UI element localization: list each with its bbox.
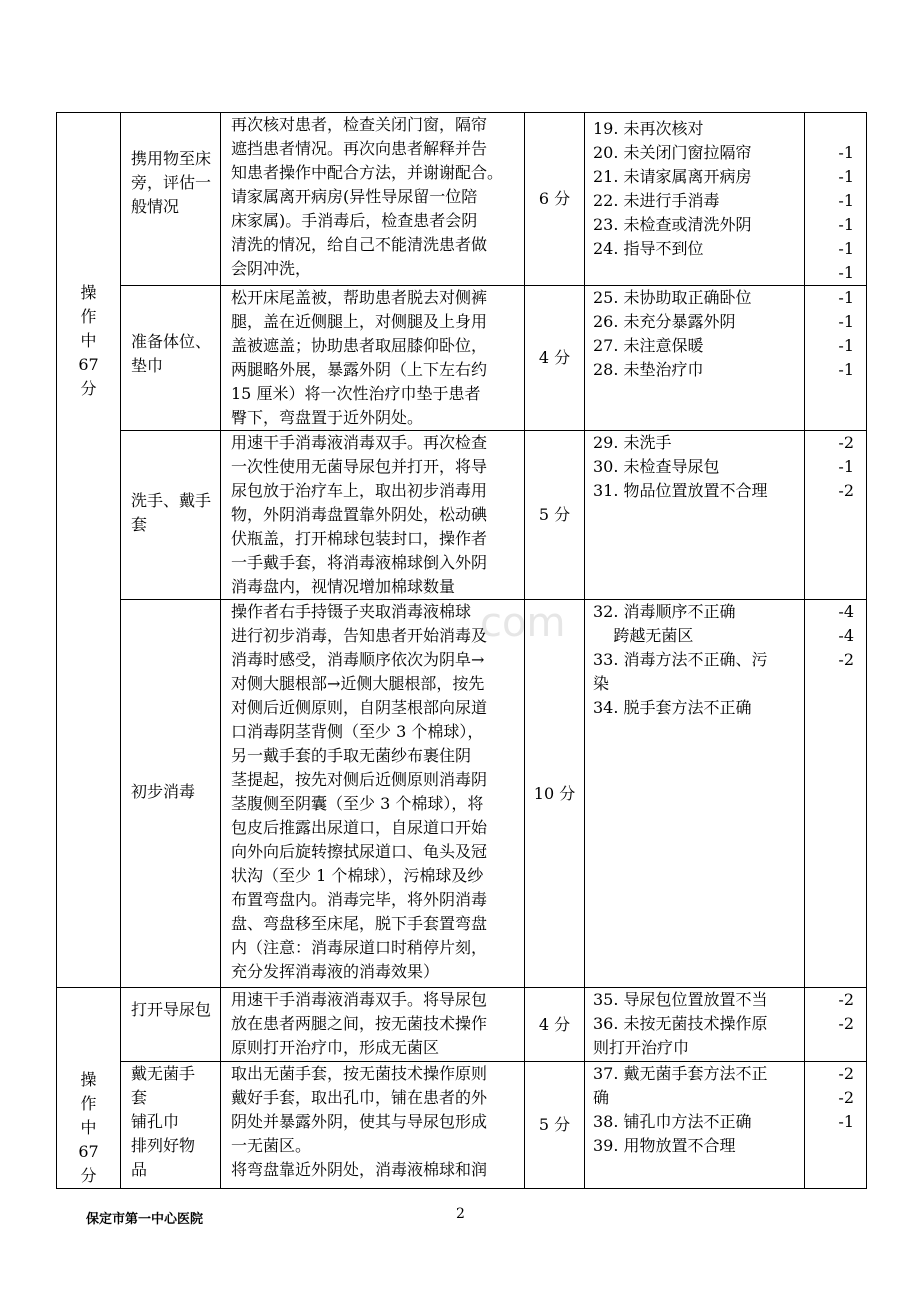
section-char: 操 xyxy=(80,283,97,302)
step-name: 携用物至床旁，评估一般情况 xyxy=(121,113,221,286)
step-name: 准备体位、垫巾 xyxy=(121,286,221,431)
table-row xyxy=(57,1062,867,1189)
score: 4 分 xyxy=(525,988,585,1062)
step-description: 用速干手消毒液消毒双手。再次检查 一次性使用无菌导尿包并打开，将导 尿包放于治疗车上，取出初步消毒用 物，外阴消毒盘置靠外阴处，松动碘 伏瓶盖，打开棉球包装封口，操作者 一手戴手套，将消毒液棉球倒入外阴 消毒盘内，视情况增加棉球数量 xyxy=(221,431,525,600)
score: 5 分 xyxy=(525,431,585,600)
deduction-points: -2 -2 xyxy=(805,988,867,1062)
step-description: 松开床尾盖被，帮助患者脱去对侧裤 腿，盖在近侧腿上，对侧腿及上身用 盖被遮盖；协助患者取屈膝仰卧位， 两腿略外展，暴露外阴（上下左右约 15 厘米）将一次性治疗巾垫于患者 臀下，弯盘置于近外阴处。 xyxy=(221,286,525,431)
deductions: 37. 戴无菌手套方法不正 确 38. 铺孔巾方法不正确 39. 用物放置不合理 xyxy=(585,1062,805,1189)
deduction-points: -1 -1 -1 -1 xyxy=(805,286,867,431)
footer-hospital-name: 保定市第一中心医院 xyxy=(86,1212,204,1227)
section-char: 中 xyxy=(80,331,97,350)
deduction-points: -4 -4 -2 xyxy=(805,600,867,988)
step-description: 再次核对患者，检查关闭门窗，隔帘 遮挡患者情况。再次向患者解释并告 知患者操作中配合方法，并谢谢配合。 请家属离开病房(异性导尿留一位陪 床家属)。手消毒后，检查患者会阴 清洗的情况，给自己不能清洗患者做 会阴冲洗， xyxy=(221,113,525,286)
section-char: 中 xyxy=(80,1118,97,1137)
deductions: 19. 未再次核对 20. 未关闭门窗拉隔帘 21. 未请家属离开病房 22. 未进行手消毒 23. 未检查或清洗外阴 24. 指导不到位 xyxy=(585,113,805,286)
step-description: 操作者右手持镊子夹取消毒液棉球 进行初步消毒，告知患者开始消毒及 消毒时感受，消毒顺序依次为阴阜→ 对侧大腿根部→近侧大腿根部，按先 对侧后近侧原则，自阴茎根部向尿道 口消毒阴茎背侧（至少 3 个棉球）， 另一戴手套的手取无菌纱布裹住阴 茎提起，按先对侧后近侧原则消毒阴 茎腹侧至阴囊（至少 3 个棉球），将 包皮后推露出尿道口，自尿道口开始 向外向后旋转擦拭尿道口、龟头及冠 状沟（至少 1 个棉球），污棉球及纱 布置弯盘内。消毒完毕，将外阴消毒 盘、弯盘移至床尾，脱下手套置弯盘 内（注意：消毒尿道口时稍停片刻， 充分发挥消毒液的消毒效果） xyxy=(221,600,525,988)
section-char: 分 xyxy=(80,1166,97,1185)
step-description: 用速干手消毒液消毒双手。将导尿包 放在患者两腿之间，按无菌技术操作 原则打开治疗巾，形成无菌区 xyxy=(221,988,525,1062)
deductions: 35. 导尿包位置放置不当 36. 未按无菌技术操作原 则打开治疗巾 xyxy=(585,988,805,1062)
deduction-points: -2 -1 -2 xyxy=(805,431,867,600)
score: 6 分 xyxy=(525,113,585,286)
step-name: 戴无菌手 套 铺孔巾 排列好物 品 xyxy=(121,1062,221,1189)
deductions: 32. 消毒顺序不正确 跨越无菌区 33. 消毒方法不正确、污 染 34. 脱手套方法不正确 xyxy=(585,600,805,988)
deductions: 25. 未协助取正确卧位 26. 未充分暴露外阴 27. 未注意保暖 28. 未垫治疗巾 xyxy=(585,286,805,431)
section-char: 分 xyxy=(80,379,97,398)
section-char: 67 xyxy=(78,355,99,374)
score: 10 分 xyxy=(525,600,585,988)
scoring-table xyxy=(56,112,867,1189)
section-char: 67 xyxy=(78,1142,99,1161)
step-name: 初步消毒 xyxy=(121,600,221,988)
step-name: 洗手、戴手套 xyxy=(121,431,221,600)
score: 4 分 xyxy=(525,286,585,431)
score: 5 分 xyxy=(525,1062,585,1189)
deductions: 29. 未洗手 30. 未检查导尿包 31. 物品位置放置不合理 xyxy=(585,431,805,600)
table-row xyxy=(57,431,867,600)
step-description: 取出无菌手套，按无菌技术操作原则 戴好手套，取出孔巾，铺在患者的外 阴处并暴露外阴，使其与导尿包形成 一无菌区。 将弯盘靠近外阴处，消毒液棉球和润 xyxy=(221,1062,525,1189)
section-char: 作 xyxy=(80,1094,97,1113)
step-name: 打开导尿包 xyxy=(121,988,221,1062)
page-number: 2 xyxy=(456,1206,465,1222)
section-label-upper xyxy=(57,113,121,988)
section-label-lower xyxy=(57,988,121,1189)
table-row xyxy=(57,286,867,431)
table-row xyxy=(57,113,867,286)
deduction-points: -2 -2 -1 xyxy=(805,1062,867,1189)
section-char: 操 xyxy=(80,1070,97,1089)
section-char: 作 xyxy=(80,307,97,326)
watermark: com xyxy=(480,600,566,646)
table-row xyxy=(57,600,867,988)
table-row xyxy=(57,988,867,1062)
deduction-points: -1 -1 -1 -1 -1 -1 xyxy=(805,113,867,286)
